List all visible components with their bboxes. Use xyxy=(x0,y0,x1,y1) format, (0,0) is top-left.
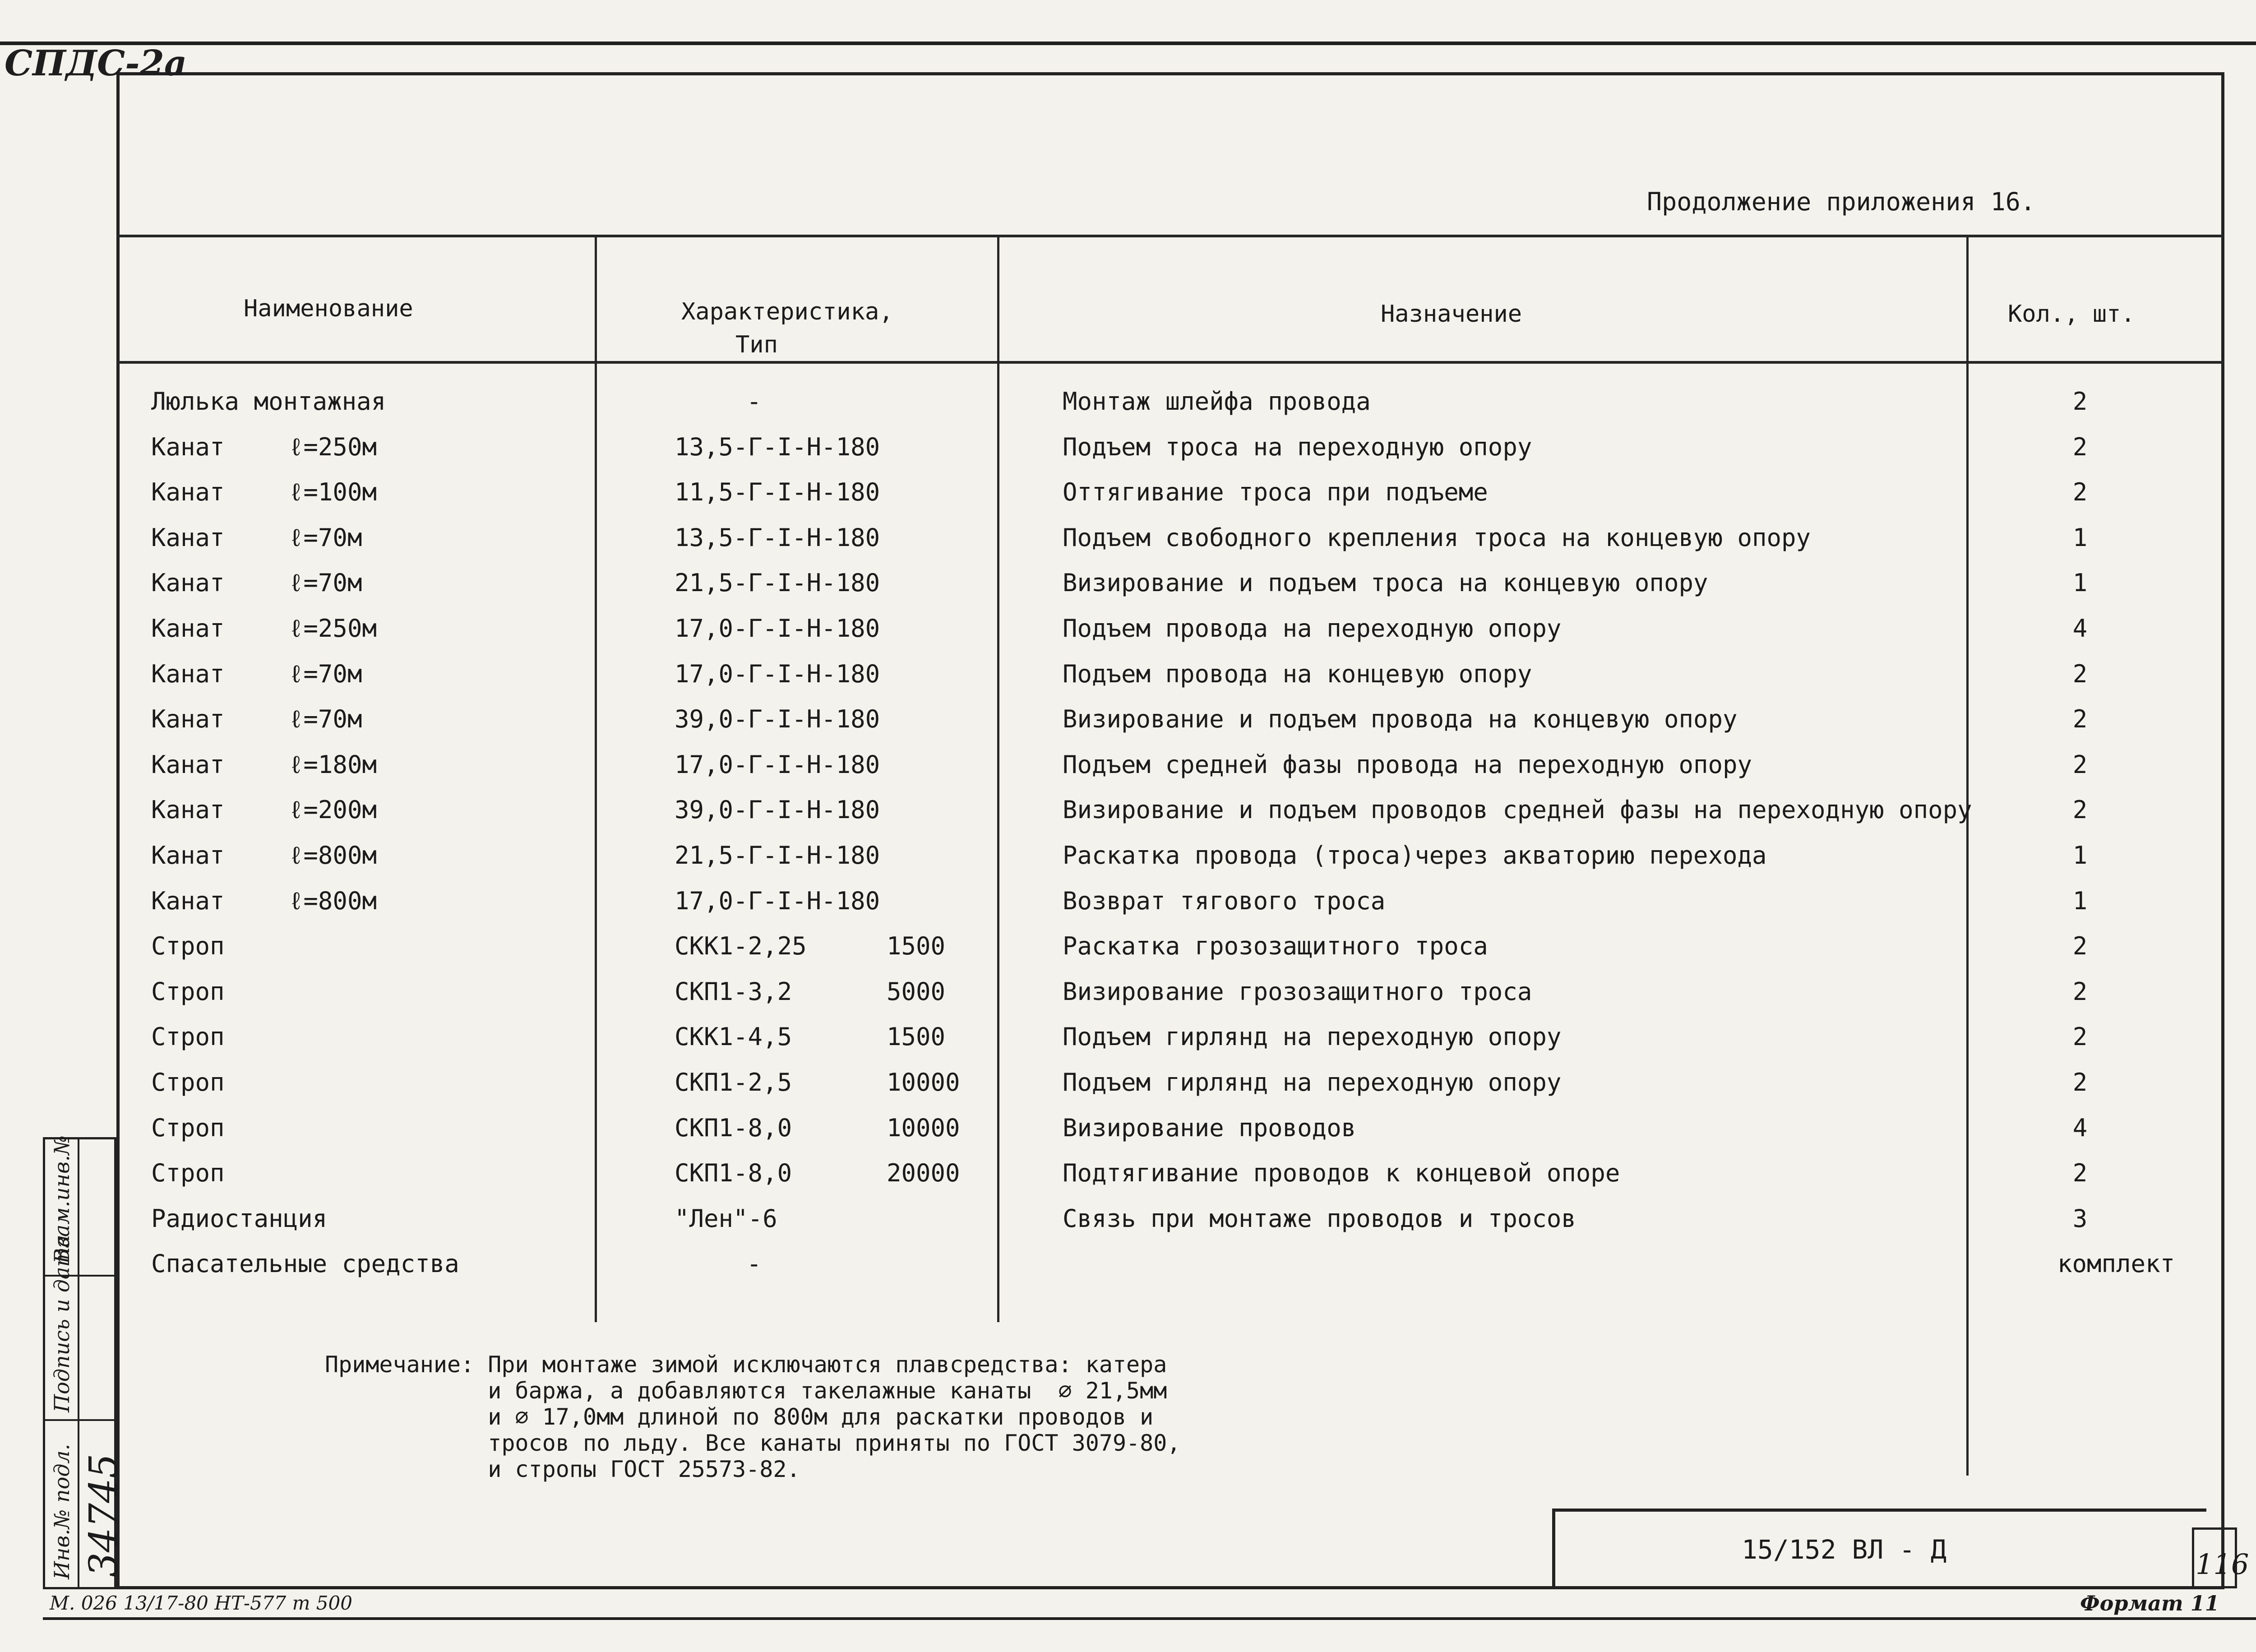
row-name: Строп xyxy=(151,1068,225,1097)
row-length: ℓ=70м xyxy=(289,523,362,552)
row-qty: 2 xyxy=(2072,387,2088,416)
header-purpose: Назначение xyxy=(1381,301,1522,328)
sheet-number: 116 xyxy=(2196,1548,2249,1581)
row-load: 1500 xyxy=(887,932,946,960)
table-row xyxy=(0,972,2256,1016)
row-name: Канат xyxy=(151,750,225,779)
document-designation: 15/152 ВЛ - Д xyxy=(1742,1534,1946,1565)
table-row xyxy=(0,1108,2256,1152)
row-load: 10000 xyxy=(887,1114,960,1142)
row-name: Строп xyxy=(151,1114,225,1142)
note-text: Примечание: При монтаже зимой исключаются плавсредства: катера и баржа, а добавляются такелажные канаты ∅ 21,5мм и ∅ 17,0мм длиной по 800м для раскатки проводов и тросов по льду. Все канаты приняты по ГОСТ 3079-80, и стропы ГОСТ 25573-82. xyxy=(325,1351,1181,1482)
row-name: Канат xyxy=(151,796,225,824)
row-name: Спасательные средства xyxy=(151,1249,459,1278)
row-purpose: Визирование проводов xyxy=(1063,1114,1356,1142)
side-strip-divider xyxy=(78,1139,79,1587)
table-row xyxy=(0,1199,2256,1243)
row-type: 39,0-Г-I-Н-180 xyxy=(675,705,880,733)
row-purpose: Монтаж шлейфа провода xyxy=(1063,387,1371,416)
standard-stamp: СПДС-2а xyxy=(5,43,187,84)
row-name: Строп xyxy=(151,1159,225,1187)
table-row xyxy=(0,1017,2256,1061)
row-load: 20000 xyxy=(887,1159,960,1187)
table-row xyxy=(0,881,2256,925)
row-type: 21,5-Г-I-Н-180 xyxy=(675,841,880,870)
row-type: СКП1-2,5 xyxy=(675,1068,792,1097)
row-qty: 2 xyxy=(2072,705,2088,733)
row-name: Канат xyxy=(151,614,225,643)
row-length: ℓ=70м xyxy=(289,660,362,688)
row-qty: 1 xyxy=(2072,887,2088,915)
row-qty: 2 xyxy=(2072,1159,2088,1187)
row-dash: - xyxy=(747,1249,762,1278)
table-row xyxy=(0,745,2256,789)
table-row xyxy=(0,518,2256,562)
row-name: Канат xyxy=(151,569,225,597)
row-type: 17,0-Г-I-Н-180 xyxy=(675,614,880,643)
row-length: ℓ=70м xyxy=(289,569,362,597)
row-qty: 3 xyxy=(2072,1204,2088,1233)
row-qty: 1 xyxy=(2072,841,2088,870)
row-type: 11,5-Г-I-Н-180 xyxy=(675,478,880,506)
print-mark: М. 026 13/17-80 НТ-577 т 500 xyxy=(50,1592,352,1614)
row-purpose: Раскатка грозозащитного троса xyxy=(1063,932,1488,960)
row-length: ℓ=180м xyxy=(289,750,377,779)
sheet-bottom-edge xyxy=(43,1617,2256,1620)
header-characteristic: Характеристика, xyxy=(681,298,893,325)
row-qty: 1 xyxy=(2072,569,2088,597)
row-qty: 2 xyxy=(2072,478,2088,506)
row-qty: 2 xyxy=(2072,433,2088,461)
table-row xyxy=(0,699,2256,743)
row-purpose: Возврат тягового троса xyxy=(1063,887,1386,915)
table-row xyxy=(0,563,2256,607)
row-purpose: Раскатка провода (троса)через акваторию перехода xyxy=(1063,841,1767,870)
row-qty: 2 xyxy=(2072,1068,2088,1097)
table-row xyxy=(0,472,2256,516)
row-name: Строп xyxy=(151,932,225,960)
row-type: СКП1-3,2 xyxy=(675,977,792,1006)
row-length: ℓ=70м xyxy=(289,705,362,733)
row-purpose: Подъем провода на переходную опору xyxy=(1063,614,1562,643)
table-row xyxy=(0,1153,2256,1197)
continuation-caption: Продолжение приложения 16. xyxy=(1647,187,2035,216)
row-name: Радиостанция xyxy=(151,1204,328,1233)
row-purpose: Визирование и подъем провода на концевую опору xyxy=(1063,705,1738,733)
row-name: Канат xyxy=(151,433,225,461)
row-type: 17,0-Г-I-Н-180 xyxy=(675,887,880,915)
row-name: Канат xyxy=(151,705,225,733)
table-row xyxy=(0,427,2256,471)
replace-inv-label: Взам.инв.№ xyxy=(50,1135,74,1263)
row-type: "Лен"-6 xyxy=(675,1204,777,1233)
row-qty: 2 xyxy=(2072,660,2088,688)
table-row xyxy=(0,790,2256,834)
row-qty: 4 xyxy=(2072,1114,2088,1142)
row-name: Строп xyxy=(151,977,225,1006)
row-name: Канат xyxy=(151,841,225,870)
table-row xyxy=(0,608,2256,652)
table-row xyxy=(0,1062,2256,1106)
row-name: Канат xyxy=(151,523,225,552)
row-name: Строп xyxy=(151,1023,225,1051)
table-row xyxy=(0,926,2256,970)
table-row xyxy=(0,835,2256,879)
row-purpose: Подъем гирлянд на переходную опору xyxy=(1063,1023,1562,1051)
row-type: 17,0-Г-I-Н-180 xyxy=(675,660,880,688)
row-qty: 4 xyxy=(2072,614,2088,643)
inventory-number: 34745 xyxy=(81,1453,126,1577)
table-top-rule xyxy=(116,235,2224,237)
header-characteristic-type: Тип xyxy=(735,331,778,358)
row-type: 17,0-Г-I-Н-180 xyxy=(675,750,880,779)
row-load: 5000 xyxy=(887,977,946,1006)
row-qty: 2 xyxy=(2072,1023,2088,1051)
row-length: ℓ=100м xyxy=(289,478,377,506)
row-qty: 2 xyxy=(2072,977,2088,1006)
row-type: 21,5-Г-I-Н-180 xyxy=(675,569,880,597)
row-type: 13,5-Г-I-Н-180 xyxy=(675,523,880,552)
row-type: СКК1-4,5 xyxy=(675,1023,792,1051)
row-purpose: Подтягивание проводов к концевой опоре xyxy=(1063,1159,1620,1187)
row-name: Канат xyxy=(151,478,225,506)
table-header-rule xyxy=(116,361,2224,364)
row-purpose: Визирование и подъем проводов средней фазы на переходную опору xyxy=(1063,796,1972,824)
format-label: Формат 11 xyxy=(2080,1591,2219,1615)
header-qty: Кол., шт. xyxy=(2008,301,2135,328)
row-type: СКП1-8,0 xyxy=(675,1159,792,1187)
row-length: ℓ=250м xyxy=(289,433,377,461)
row-qty: 2 xyxy=(2072,750,2088,779)
row-length: ℓ=800м xyxy=(289,841,377,870)
row-qty: комплект xyxy=(2057,1249,2175,1278)
table-row xyxy=(0,654,2256,698)
row-type: СКК1-2,25 xyxy=(675,932,807,960)
row-length: ℓ=800м xyxy=(289,887,377,915)
header-name: Наименование xyxy=(244,295,413,322)
row-qty: 2 xyxy=(2072,796,2088,824)
row-purpose: Подъем гирлянд на переходную опору xyxy=(1063,1068,1562,1097)
row-dash: - xyxy=(747,387,762,416)
row-purpose: Визирование грозозащитного троса xyxy=(1063,977,1532,1006)
table-row xyxy=(0,1244,2256,1288)
row-load: 10000 xyxy=(887,1068,960,1097)
row-purpose: Связь при монтаже проводов и тросов xyxy=(1063,1204,1576,1233)
row-name: Канат xyxy=(151,887,225,915)
table-row xyxy=(0,381,2256,426)
inv-label: Инв.№ подл. xyxy=(50,1444,74,1579)
row-purpose: Визирование и подъем троса на концевую опору xyxy=(1063,569,1708,597)
row-purpose: Оттягивание троса при подъеме xyxy=(1063,478,1488,506)
row-type: 13,5-Г-I-Н-180 xyxy=(675,433,880,461)
row-name: Канат xyxy=(151,660,225,688)
row-purpose: Подъем провода на концевую опору xyxy=(1063,660,1532,688)
row-purpose: Подъем средней фазы провода на переходную опору xyxy=(1063,750,1752,779)
row-load: 1500 xyxy=(887,1023,946,1051)
row-qty: 2 xyxy=(2072,932,2088,960)
row-type: СКП1-8,0 xyxy=(675,1114,792,1142)
sign-date-label: Подпись и дата xyxy=(50,1235,74,1412)
row-qty: 1 xyxy=(2072,523,2088,552)
row-length: ℓ=250м xyxy=(289,614,377,643)
row-purpose: Подъем свободного крепления троса на концевую опору xyxy=(1063,523,1811,552)
sheet-top-edge xyxy=(0,42,2256,45)
row-name: Люлька монтажная xyxy=(151,387,386,416)
row-type: 39,0-Г-I-Н-180 xyxy=(675,796,880,824)
row-length: ℓ=200м xyxy=(289,796,377,824)
row-purpose: Подъем троса на переходную опору xyxy=(1063,433,1532,461)
side-strip-rule xyxy=(45,1419,114,1421)
